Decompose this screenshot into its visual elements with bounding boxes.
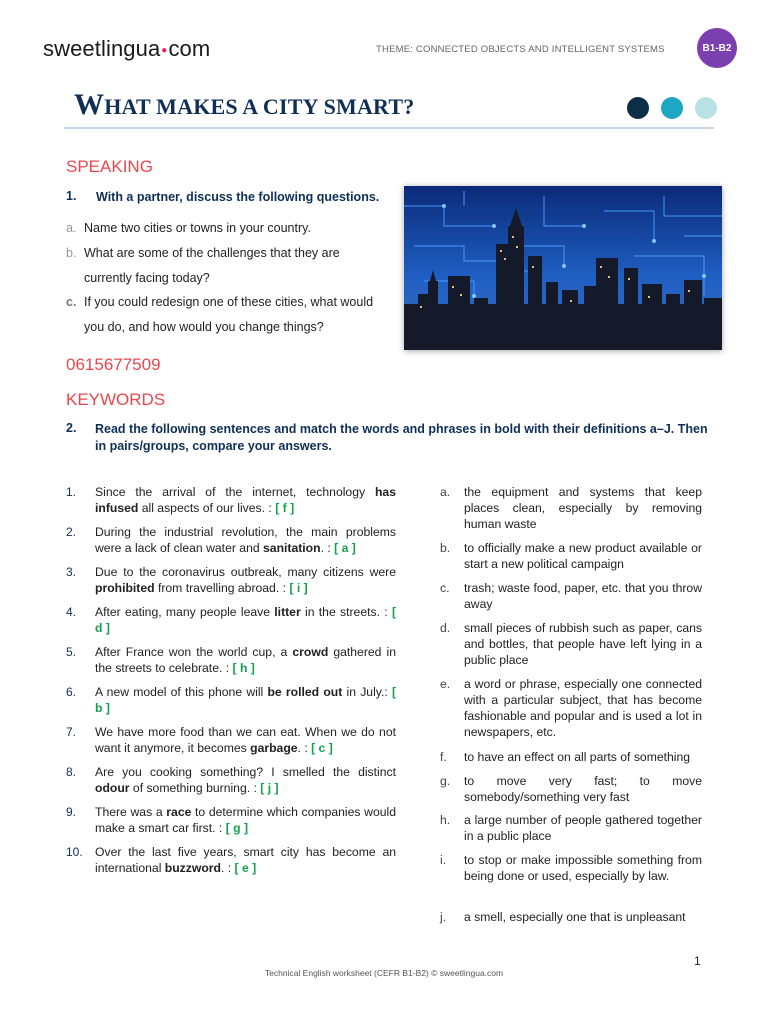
sentence-item xyxy=(66,804,396,836)
sentence-text: all aspects of our lives. : xyxy=(138,501,276,515)
section-heading-keywords: KEYWORDS xyxy=(66,390,166,409)
question-number: 2. xyxy=(66,421,77,435)
definition-item xyxy=(440,620,702,668)
definition-item xyxy=(440,540,702,572)
item-text: What are some of the challenges that they are currently facing today? xyxy=(84,246,340,285)
sentence-text: Over the last five years, smart city has become an international xyxy=(95,845,396,875)
answer-label: [ j ] xyxy=(260,781,279,795)
definition-letter: e. xyxy=(440,677,451,691)
decor-circle-dark xyxy=(627,97,649,119)
definition-text: the equipment and systems that keep places clean, especially by removing human waste xyxy=(464,485,702,531)
sentence-number: 8. xyxy=(66,765,77,779)
logo-text-right: com xyxy=(168,36,211,61)
sentence-number: 10. xyxy=(66,845,83,859)
sentence-text: from travelling abroad. : xyxy=(154,581,290,595)
sentence-text: After France won the world cup, a xyxy=(95,645,293,659)
definition-letter: b. xyxy=(440,541,451,555)
phone-number: 0615677509 xyxy=(66,355,161,374)
definition-letter: i. xyxy=(440,853,447,867)
answer-label: [ h ] xyxy=(232,661,255,675)
keyword-bold: crowd xyxy=(292,645,329,659)
title-initial: W xyxy=(74,88,105,121)
definition-item xyxy=(440,773,702,805)
item-letter: a. xyxy=(66,221,77,235)
sentence-text: . : xyxy=(297,741,312,755)
sentence-item xyxy=(66,684,396,716)
sentence-item xyxy=(66,604,396,636)
definition-item xyxy=(440,749,702,765)
page-footer: Technical English worksheet (CEFR B1-B2) © sweetlingua.com xyxy=(264,968,504,978)
definition-letter: g. xyxy=(440,774,451,788)
definition-letter: j. xyxy=(440,910,447,924)
sentence-number: 5. xyxy=(66,645,77,659)
sentence-text: . : xyxy=(221,861,235,875)
sentence-text: After eating, many people leave xyxy=(95,605,275,619)
keyword-bold: sanitation xyxy=(263,541,321,555)
definition-letter: a. xyxy=(440,485,451,499)
page-number: 1 xyxy=(694,954,701,968)
sentence-text: Are you cooking something? I smelled the distinct xyxy=(95,765,396,779)
definition-text: a word or phrase, especially one connected with a particular subject, that has become fashionable and popular and is used a lot in newspapers, etc. xyxy=(464,677,702,739)
smart-city-image xyxy=(404,186,722,350)
answer-label: [ f ] xyxy=(275,501,295,515)
sentence-text: to determine which companies would make a smart car first. : xyxy=(95,805,397,835)
definition-text: trash; waste food, paper, etc. that you throw away xyxy=(464,581,702,611)
keyword-bold: prohibited xyxy=(95,581,155,595)
apple-icon: ● xyxy=(161,45,168,56)
definition-letter: f. xyxy=(440,750,447,764)
logo-text-left: sweetlingua xyxy=(43,36,161,61)
sentence-number: 1. xyxy=(66,485,77,499)
brand-logo xyxy=(43,36,210,62)
sentence-item xyxy=(66,484,396,516)
item-letter: c. xyxy=(66,295,77,309)
item-letter: b. xyxy=(66,246,77,260)
definition-item xyxy=(440,484,702,532)
sentence-text: We have more food than we can eat. When we do not want it anymore, it becomes xyxy=(95,725,396,755)
sentence-number: 9. xyxy=(66,805,77,819)
page-title xyxy=(74,88,414,122)
decor-circle-light xyxy=(695,97,717,119)
sentence-text: in the streets. : xyxy=(300,605,392,619)
definition-text: to officially make a new product available or start a new political campaign xyxy=(464,541,702,571)
answer-label: [ c ] xyxy=(311,741,333,755)
definition-text: small pieces of rubbish such as paper, cans and bottles, that people have left lying in a public place xyxy=(464,621,702,667)
sentence-item xyxy=(66,524,396,556)
sentence-text: Since the arrival of the internet, technology xyxy=(95,485,375,499)
definition-letter: h. xyxy=(440,813,451,827)
definition-text: to stop or make impossible something from being done or used, especially by law. xyxy=(464,853,702,883)
title-rest: HAT MAKES A CITY SMART? xyxy=(104,94,415,119)
definition-letter: d. xyxy=(440,621,451,635)
keyword-bold: has infused xyxy=(95,485,396,515)
definition-item xyxy=(440,580,702,612)
keyword-bold: garbage xyxy=(250,741,298,755)
speaking-item xyxy=(66,290,396,340)
definition-text: a large number of people gathered together in a public place xyxy=(464,813,702,843)
answer-label: [ b ] xyxy=(95,685,397,715)
theme-label: THEME: CONNECTED OBJECTS AND INTELLIGENT SYSTEMS xyxy=(376,44,665,55)
sentence-text: gathered in the streets to celebrate. : xyxy=(95,645,396,675)
sentence-item xyxy=(66,844,396,876)
answer-label: [ g ] xyxy=(225,821,249,835)
definition-text: to have an effect on all parts of something xyxy=(464,750,691,764)
question-instruction: With a partner, discuss the following questions. xyxy=(96,190,380,204)
definition-text: to move very fast; to move somebody/something very fast xyxy=(464,774,702,804)
answer-label: [ e ] xyxy=(234,861,257,875)
answer-label: [ d ] xyxy=(95,605,396,635)
definition-item xyxy=(440,676,702,740)
sentence-item xyxy=(66,764,396,796)
question-number: 1. xyxy=(66,189,77,203)
speaking-item xyxy=(66,241,396,291)
item-text: If you could redesign one of these cities, what would you do, and how would you change things? xyxy=(84,295,374,334)
definition-item xyxy=(440,909,702,925)
keyword-bold: race xyxy=(166,805,192,819)
sentence-number: 4. xyxy=(66,605,77,619)
decor-circle-teal xyxy=(661,97,683,119)
sentence-text: A new model of this phone will xyxy=(95,685,268,699)
answer-label: [ a ] xyxy=(334,541,356,555)
sentence-text: Due to the coronavirus outbreak, many citizens were xyxy=(95,565,396,579)
sentence-number: 3. xyxy=(66,565,77,579)
section-heading-speaking: SPEAKING xyxy=(66,157,153,176)
question-instruction: Read the following sentences and match the words and phrases in bold with their definitions a–J. Then in pairs/groups, compare your answers. xyxy=(95,422,708,453)
sentence-item xyxy=(66,724,396,756)
item-text: Name two cities or towns in your country. xyxy=(84,221,311,235)
answer-label: [ i ] xyxy=(289,581,308,595)
sentence-item xyxy=(66,644,396,676)
keyword-bold: be rolled out xyxy=(267,685,343,699)
definition-letter: c. xyxy=(440,581,450,595)
sentence-number: 6. xyxy=(66,685,77,699)
keyword-bold: litter xyxy=(274,605,301,619)
definition-text: a smell, especially one that is unpleasant xyxy=(464,910,686,924)
keyword-bold: odour xyxy=(95,781,130,795)
sentence-text: in July.: xyxy=(342,685,392,699)
definition-item xyxy=(440,852,702,884)
sentence-text: During the industrial revolution, the main problems were a lack of clean water and xyxy=(95,525,396,555)
definition-item xyxy=(440,812,702,844)
sentence-number: 7. xyxy=(66,725,77,739)
title-divider xyxy=(64,127,714,129)
speaking-item xyxy=(66,216,396,241)
sentence-item xyxy=(66,564,396,596)
level-badge: B1-B2 xyxy=(697,28,737,68)
sentence-text: There was a xyxy=(95,805,167,819)
keyword-bold: buzzword xyxy=(164,861,221,875)
sentence-text: . : xyxy=(320,541,335,555)
sentence-number: 2. xyxy=(66,525,77,539)
sentence-text: of something burning. : xyxy=(129,781,261,795)
